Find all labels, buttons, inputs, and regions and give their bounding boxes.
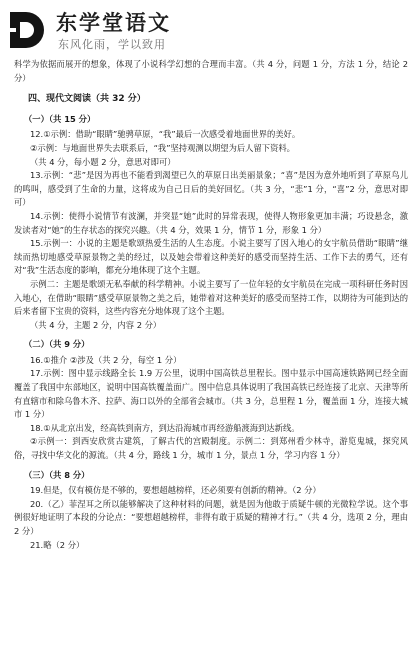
answer-paragraph: （共 4 分，每小题 2 分，意思对即可） xyxy=(30,156,176,167)
answer-paragraph: （共 4 分，主题 2 分，内容 2 分） xyxy=(30,319,162,330)
answer-paragraph: 16.①推介 ②涉及（共 2 分，每空 1 分） xyxy=(30,354,182,365)
answer-paragraph: ②示例：与地面世界失去联系后，“我”坚持观测以期望为后人留下资料。 xyxy=(30,142,295,153)
answer-paragraph: 12.①示例：借助“眼睛”驰骋草原，“我”最后一次感受着地面世界的美好。 xyxy=(30,129,301,140)
answer-paragraph: 15.示例一：小说的主题是歌颂热爱生活的人生态度。小说主要写了因入地心的女宇航员借助“眼睛”继续而热切地感受草原景物之美的经过，以及她会带着这种美好的感受而坚持生活、工作下去的勇气，还有对“我”生活态度的影响，都充分地体现了这个主题。 xyxy=(14,238,408,276)
subsection-title: （二）（共 9 分） xyxy=(24,339,90,350)
answer-paragraph: 科学为依据而展开的想象，体现了小说科学幻想的合理而丰富。（共 4 分，问题 1 分，方法 1 分，结论 2 分） xyxy=(14,59,408,83)
answer-paragraph: 14.示例：使得小说情节有波澜，并突显“她”此时的异常表现，使得人物形象更加丰满；巧设悬念，激发读者对“她”的生存状态的探究兴趣。（共 4 分，效果 1 分，情节 1 分，形象 1 分） xyxy=(14,210,408,235)
answer-paragraph: 13.示例：“悲”是因为再也不能看到渴望已久的草原日出美丽景象；“喜”是因为意外地听到了草原鸟儿的鸣叫，感受到了生命的力量，这将成为自己日后的美好回忆。（共 3 分，“悲”1 分，“喜”2 分，意思对即可） xyxy=(14,170,408,208)
section-title: 四、现代文阅读（共 32 分） xyxy=(28,94,146,105)
answer-paragraph: 21.略（2 分） xyxy=(30,539,85,550)
answer-paragraph: 20.（乙）菲涅耳之所以能够解决了这种材料的问题，就是因为他敢于质疑牛顿的光微粒学说。这个事例很好地证明了本段的分论点：“要想超越榜样，非得有敢于质疑的精神才行。”（共 4 分，选项 2 分，理由 2 分） xyxy=(14,498,408,536)
answer-paragraph: 18.①从北京出发，经高铁到南方，到达沿海城市再经游船渡海到达新线。 xyxy=(30,422,300,433)
subsection-title: （一）（共 15 分） xyxy=(24,113,96,124)
answer-content xyxy=(14,58,408,552)
subsection-title: （三）（共 8 分） xyxy=(24,469,90,480)
brand-name: 东学堂语文 xyxy=(56,11,171,35)
header xyxy=(0,0,420,56)
answer-paragraph: 19.但是，仅有模仿是不够的，要想超越榜样，还必须要有创新的精神。（2 分） xyxy=(30,485,321,496)
answer-paragraph: 17.示例：图中显示线路全长 1.9 万公里，说明中国高铁总里程长。图中显示中国高速铁路网已经全面覆盖了我国中东部地区，说明中国高铁覆盖面广。图中信息具体说明了我国高铁已经连接了北京、天津等所有直辖市和除乌鲁木齐、拉萨、海口以外的全部省会城市。（共 3 分，总里程 1 分，覆盖面 1 分，连接大城市 1 分） xyxy=(14,368,408,420)
brand-logo-icon xyxy=(6,8,50,52)
answer-paragraph: ②示例一：到西安欣赏古建筑，了解古代的宫殿制度。示例二：到郑州看少林寺，游览鬼城，探究风俗，寻找中华文化的源流。（共 4 分，路线 1 分，城市 1 分，景点 1 分，学习内容 1 分） xyxy=(14,436,408,461)
answer-paragraph: 示例二：主题是歌颂无私奉献的科学精神。小说主要写了一位年轻的女宇航员在完成一项科研任务时因入地心，在借助“眼睛”感受草原景物之美之后，她带着对这种美好的感受而坚持工作，以期待为可能到达的后来者留下宝贵的资料，这些内容充分地体现了这个主题。 xyxy=(14,278,408,317)
brand-slogan: 东风化雨，学以致用 xyxy=(58,38,166,51)
